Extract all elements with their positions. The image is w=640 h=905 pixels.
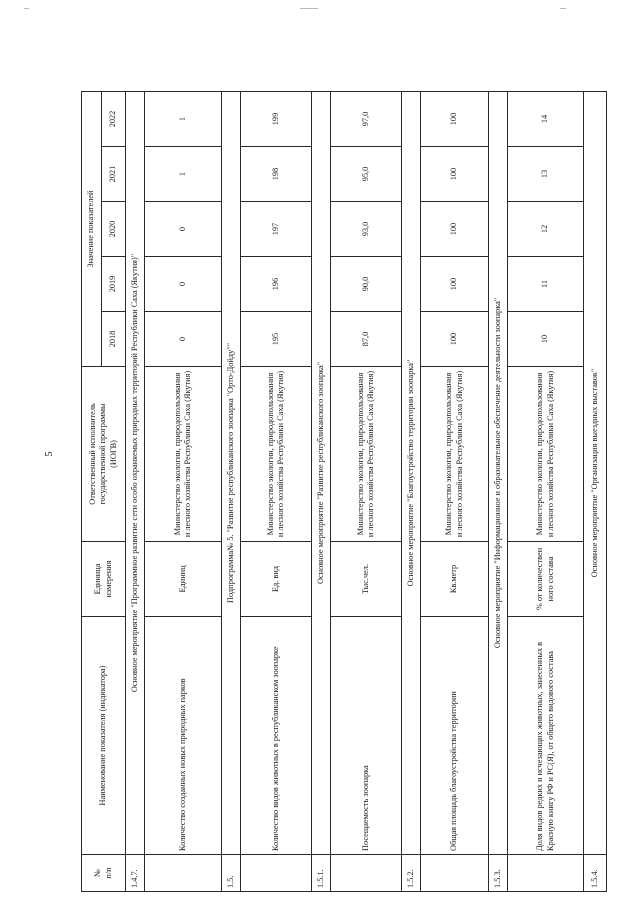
section-number: 1.5.4. <box>584 855 607 892</box>
year-header: 2020 <box>102 202 126 257</box>
section-number: 1.4.7. <box>126 855 145 892</box>
row-number <box>331 855 402 892</box>
section-title: Основное мероприятие "Информационное и образовательное обеспечение деятельности зоопарка" <box>489 91 508 854</box>
value-cell: 196 <box>241 257 312 312</box>
value-cell: 11 <box>508 257 584 312</box>
section-number: 1.5.2. <box>402 855 421 892</box>
row-number <box>421 855 489 892</box>
col-header-values: Значение показателей <box>82 91 102 366</box>
indicator-name: Доля видов редких и исчезающих животных, занесенных в Красную книгу РФ и РС(Я), от общего видового состава <box>508 617 584 855</box>
year-header: 2018 <box>102 312 126 367</box>
section-row <box>402 91 421 891</box>
indicators-table <box>81 91 607 892</box>
row-number <box>508 855 584 892</box>
value-cell: 13 <box>508 147 584 202</box>
value-cell: 195 <box>241 312 312 367</box>
table-row <box>241 91 312 891</box>
section-number: 1.5.1. <box>312 855 331 892</box>
section-title: Подпрограмма№ 5. "Развитие республиканского зоопарка "Орто-Дойду"" <box>222 91 241 854</box>
value-cell: 100 <box>421 147 489 202</box>
indicator-name: Посещаемость зоопарка <box>331 617 402 855</box>
value-cell: 0 <box>145 312 222 367</box>
col-header-executor: Ответственный исполнитель государственной программы (ИОГВ) <box>82 367 126 542</box>
col-header-num: № п/п <box>82 855 126 892</box>
indicator-executor: Министерство экологии, природопользования и лесного хозяйства Республики Саха (Якутия) <box>421 367 489 542</box>
value-cell: 95,0 <box>331 147 402 202</box>
section-title: Основное мероприятие "Благоустройство территории зоопарка" <box>402 91 421 854</box>
year-header: 2022 <box>102 91 126 146</box>
value-cell: 197 <box>241 202 312 257</box>
section-row <box>489 91 508 891</box>
section-row <box>312 91 331 891</box>
indicator-name: Количество созданных новых природных парков <box>145 617 222 855</box>
indicator-executor: Министерство экологии, природопользования и лесного хозяйства Республики Саха (Якутия) <box>241 367 312 542</box>
table-row <box>145 91 222 891</box>
table-row <box>508 91 584 891</box>
indicator-executor: Министерство экологии, природопользования и лесного хозяйства Республики Саха (Якутия) <box>331 367 402 542</box>
section-title: Основное мероприятие "Организация выездных выставок" <box>584 91 607 854</box>
value-cell: 14 <box>508 91 584 146</box>
indicator-name: Общая площадь благоустройства территории <box>421 617 489 855</box>
section-row <box>222 91 241 891</box>
indicator-unit: Тыс.чел. <box>331 542 402 617</box>
table-row <box>331 91 402 891</box>
value-cell: 1 <box>145 147 222 202</box>
year-header: 2021 <box>102 147 126 202</box>
scan-mark <box>24 8 29 9</box>
value-cell: 199 <box>241 91 312 146</box>
value-cell: 0 <box>145 202 222 257</box>
row-number <box>241 855 312 892</box>
value-cell: 90,0 <box>331 257 402 312</box>
indicator-unit: Кв.метр <box>421 542 489 617</box>
year-header: 2019 <box>102 257 126 312</box>
value-cell: 0 <box>145 257 222 312</box>
row-number <box>145 855 222 892</box>
indicator-unit: Ед. вид <box>241 542 312 617</box>
value-cell: 87,0 <box>331 312 402 367</box>
indicator-unit: Единиц <box>145 542 222 617</box>
value-cell: 100 <box>421 202 489 257</box>
indicator-executor: Министерство экологии, природопользования и лесного хозяйства Республики Саха (Якутия) <box>145 367 222 542</box>
header-row <box>82 91 102 891</box>
value-cell: 100 <box>421 257 489 312</box>
scan-mark <box>560 8 566 9</box>
value-cell: 198 <box>241 147 312 202</box>
col-header-unit: Единица измерения <box>82 542 126 617</box>
section-title: Основное мероприятие "Развитие республиканского зоопарка" <box>312 91 331 854</box>
value-cell: 97,0 <box>331 91 402 146</box>
table-row <box>421 91 489 891</box>
value-cell: 100 <box>421 91 489 146</box>
section-number: 1.5.3. <box>489 855 508 892</box>
value-cell: 10 <box>508 312 584 367</box>
value-cell: 100 <box>421 312 489 367</box>
indicator-unit: % от количествен ного состава <box>508 542 584 617</box>
section-row <box>126 91 145 891</box>
section-title: Основное мероприятие "Программное развитие сети особо охраняемых природных территорий Республики Саха (Якутия)" <box>126 91 145 854</box>
indicator-executor: Министерство экологии, природопользования и лесного хозяйства Республики Саха (Якутия) <box>508 367 584 542</box>
section-number: 1.5. <box>222 855 241 892</box>
value-cell: 93,0 <box>331 202 402 257</box>
col-header-name: Наименование показателя (индикатора) <box>82 617 126 855</box>
scan-mark <box>300 8 318 9</box>
rotated-table-container <box>81 92 606 892</box>
indicator-name: Количество видов животных в республиканском зоопарке <box>241 617 312 855</box>
page-number: 5 <box>44 451 55 457</box>
value-cell: 12 <box>508 202 584 257</box>
section-row <box>584 91 607 891</box>
value-cell: 1 <box>145 91 222 146</box>
